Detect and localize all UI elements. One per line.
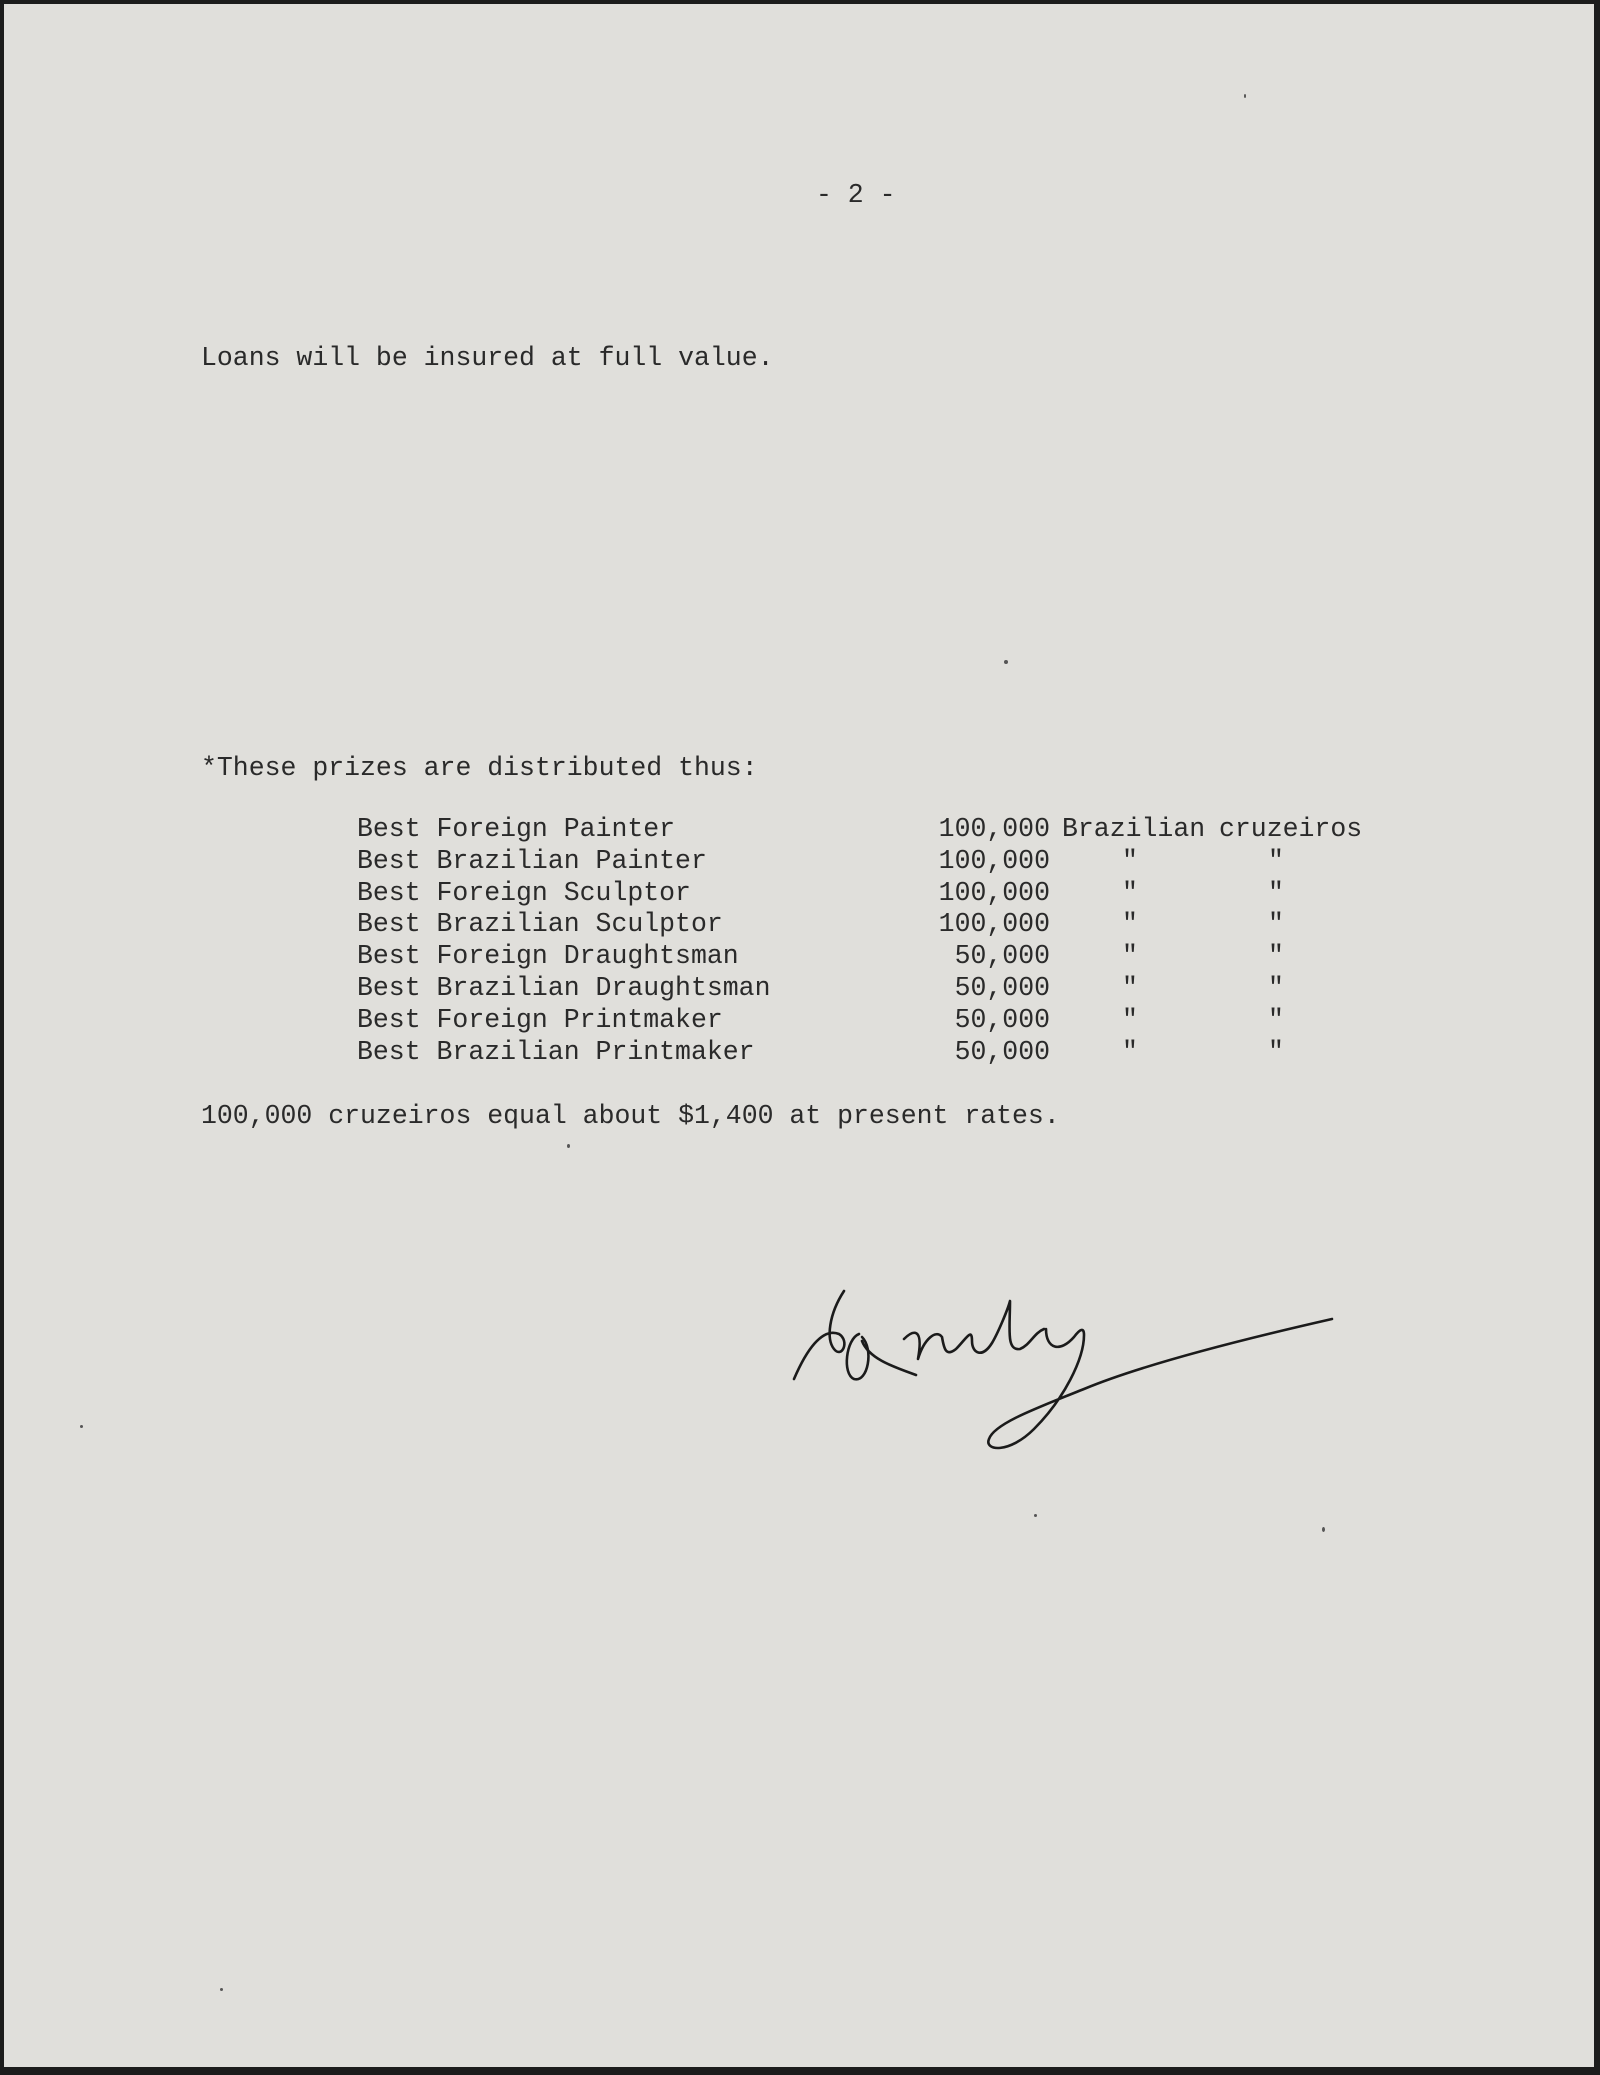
- prize-name: Best Foreign Painter: [357, 814, 676, 844]
- paper-speck: [1244, 94, 1246, 98]
- prize-name: Best Foreign Sculptor: [357, 877, 691, 908]
- ditto-mark: ": [1268, 1036, 1284, 1067]
- paper-speck: [220, 1988, 223, 1991]
- prize-currency-country: Brazilian: [1062, 814, 1206, 844]
- ditto-mark: ": [1122, 909, 1138, 940]
- ditto-mark: ": [1122, 941, 1138, 972]
- ditto-mark: ": [1122, 972, 1138, 1003]
- prize-currency-unit: cruzeiros: [1219, 814, 1363, 844]
- paper-speck: [1322, 1527, 1325, 1532]
- ditto-mark: ": [1268, 941, 1284, 972]
- paper-speck: [567, 1144, 570, 1148]
- ditto-mark: ": [1122, 877, 1138, 908]
- prize-amount: 50,000: [954, 972, 1050, 1003]
- ditto-mark: ": [1268, 1004, 1284, 1035]
- handwritten-signature: [784, 1279, 1344, 1459]
- ditto-mark: ": [1268, 845, 1284, 876]
- insurance-statement: Loans will be insured at full value.: [201, 343, 774, 373]
- paper-speck: [1004, 660, 1008, 664]
- prizes-heading: *These prizes are distributed thus:: [201, 753, 758, 783]
- prize-amount: 100,000: [938, 845, 1050, 876]
- ditto-mark: ": [1122, 1036, 1138, 1067]
- ditto-mark: ": [1268, 909, 1284, 940]
- prize-name: Best Brazilian Printmaker: [357, 1036, 755, 1067]
- page-number: - 2 -: [816, 180, 896, 210]
- ditto-mark: ": [1268, 877, 1284, 908]
- prize-name: Best Foreign Draughtsman: [357, 941, 739, 972]
- prize-name: Best Foreign Printmaker: [357, 1004, 723, 1035]
- document-page: [4, 4, 1594, 2067]
- paper-speck: [1034, 1514, 1037, 1517]
- prize-amount: 100,000: [938, 814, 1050, 844]
- prize-name: Best Brazilian Sculptor: [357, 909, 723, 940]
- prize-amount: 50,000: [954, 1004, 1050, 1035]
- prize-name: Best Brazilian Painter: [357, 845, 707, 876]
- ditto-mark: ": [1122, 1004, 1138, 1035]
- prize-amount: 50,000: [954, 941, 1050, 972]
- paper-speck: [80, 1425, 83, 1428]
- exchange-rate-note: 100,000 cruzeiros equal about $1,400 at present rates.: [201, 1101, 1060, 1131]
- prize-amount: 100,000: [938, 909, 1050, 940]
- prize-amount: 50,000: [954, 1036, 1050, 1067]
- ditto-mark: ": [1122, 845, 1138, 876]
- prize-amount: 100,000: [938, 877, 1050, 908]
- prize-name: Best Brazilian Draughtsman: [357, 972, 771, 1003]
- ditto-mark: ": [1268, 972, 1284, 1003]
